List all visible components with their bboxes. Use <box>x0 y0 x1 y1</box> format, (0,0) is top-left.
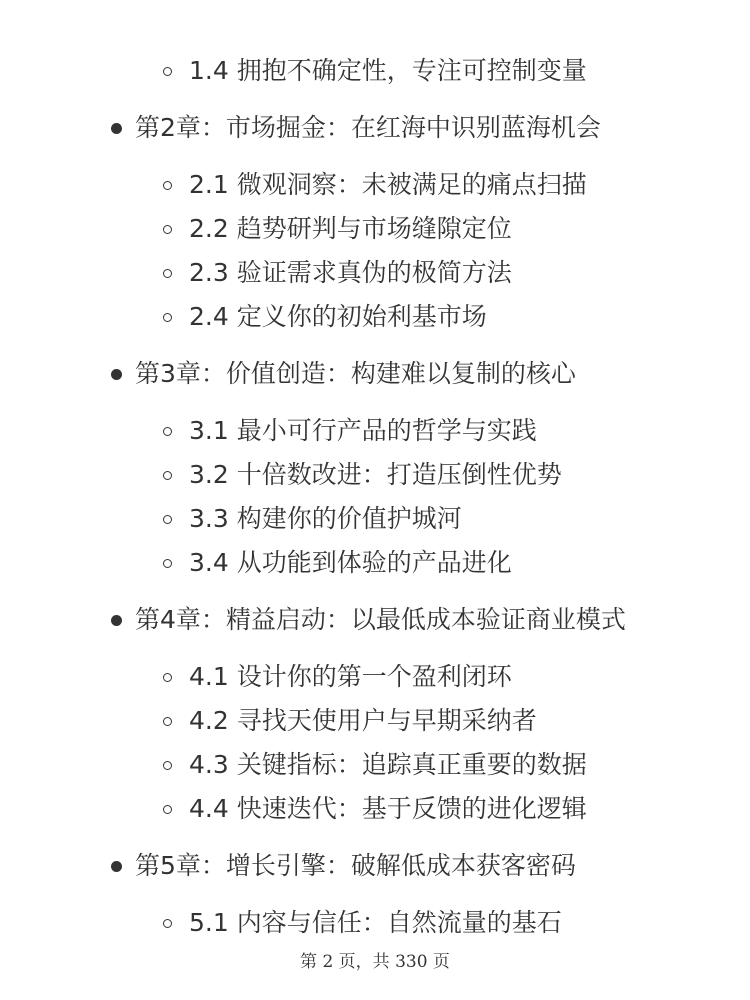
outline-item-text: 1.4 拥抱不确定性，专注可控制变量 <box>189 56 587 85</box>
circle-bullet-icon <box>163 761 172 770</box>
outline-item-text: 3.4 从功能到体验的产品进化 <box>189 548 512 577</box>
page-footer <box>0 950 750 974</box>
outline-item-text: 4.3 关键指标：追踪真正重要的数据 <box>189 750 587 779</box>
outline-item-text: 4.2 寻找天使用户与早期采纳者 <box>189 706 537 735</box>
outline-item-text: 3.1 最小可行产品的哲学与实践 <box>189 416 537 445</box>
outline-item-text: 第2章：市场掘金：在红海中识别蓝海机会 <box>135 113 601 142</box>
circle-bullet-icon <box>163 515 172 524</box>
outline-item-text: 第4章：精益启动：以最低成本验证商业模式 <box>135 605 626 634</box>
circle-bullet-icon <box>163 673 172 682</box>
circle-bullet-icon <box>163 313 172 322</box>
circle-bullet-icon <box>163 805 172 814</box>
outline-item-text: 2.3 验证需求真伪的极简方法 <box>189 258 512 287</box>
outline-item-text: 2.2 趋势研判与市场缝隙定位 <box>189 214 512 243</box>
outline-item-text: 2.1 微观洞察：未被满足的痛点扫描 <box>189 170 587 199</box>
circle-bullet-icon <box>163 559 172 568</box>
circle-bullet-icon <box>163 427 172 436</box>
outline-item-text: 2.4 定义你的初始利基市场 <box>189 302 487 331</box>
outline-item-text: 4.4 快速迭代：基于反馈的进化逻辑 <box>189 794 587 823</box>
disc-bullet-icon <box>111 123 122 134</box>
circle-bullet-icon <box>163 269 172 278</box>
page-number-label: 第 2 页，共 330 页 <box>300 952 450 972</box>
disc-bullet-icon <box>111 861 122 872</box>
circle-bullet-icon <box>163 717 172 726</box>
outline-item-text: 5.1 内容与信任：自然流量的基石 <box>189 908 562 937</box>
disc-bullet-icon <box>111 615 122 626</box>
outline-item-text: 3.3 构建你的价值护城河 <box>189 504 462 533</box>
outline-item-text: 第3章：价值创造：构建难以复制的核心 <box>135 359 576 388</box>
circle-bullet-icon <box>163 225 172 234</box>
outline-item-text: 3.2 十倍数改进：打造压倒性优势 <box>189 460 562 489</box>
circle-bullet-icon <box>163 919 172 928</box>
circle-bullet-icon <box>163 181 172 190</box>
outline-item-text: 4.1 设计你的第一个盈利闭环 <box>189 662 512 691</box>
circle-bullet-icon <box>163 471 172 480</box>
circle-bullet-icon <box>163 67 172 76</box>
outline-item-text: 第5章：增长引擎：破解低成本获客密码 <box>135 851 576 880</box>
disc-bullet-icon <box>111 369 122 380</box>
